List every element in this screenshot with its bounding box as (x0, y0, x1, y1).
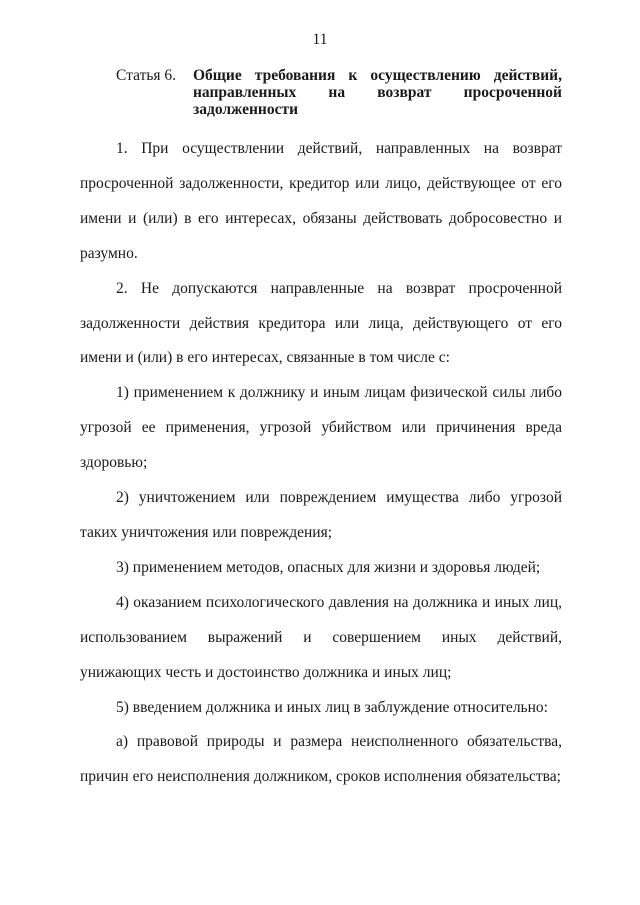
article-label: Статья 6. (116, 67, 177, 84)
list-item-4: 4) оказанием психологического давления на должника и иных лиц, использованием выражений и совершением иных действий, унижающих честь и достоинство должника и иных лиц; (80, 593, 562, 681)
list-item-1: 1) применением к должнику и иным лицам физической силы либо угрозой ее применения, угрозой убийством или причинения вреда здоровью; (80, 384, 562, 472)
page-number: 11 (312, 31, 328, 48)
list-item-2: 2) уничтожением или повреждением имущества либо угрозой таких уничтожения или повреждения; (80, 489, 562, 541)
article-body (80, 132, 562, 795)
sub-item-a: а) правовой природы и размера неисполненного обязательства, причин его неисполнения должником, сроков исполнения обязательства; (80, 733, 562, 786)
list-item-5: 5) введением должника и иных лиц в заблуждение относительно: (116, 698, 548, 716)
paragraph-1: 1. При осуществлении действий, направленных на возврат просроченной задолженности, кредитор или лицо, действующее от его имени и (или) в его интересах, обязаны действовать добросовестно и разумно. (80, 140, 562, 262)
article-title: Общие требования к осуществлению действий, направленных на возврат просроченной задолженности (193, 67, 562, 118)
paragraph-2: 2. Не допускаются направленные на возврат просроченной задолженности действия кредитора или лица, действующего от его имени и (или) в его интересах, связанные в том числе с: (80, 279, 562, 367)
list-item-3: 3) применением методов, опасных для жизни и здоровья людей; (116, 558, 541, 576)
